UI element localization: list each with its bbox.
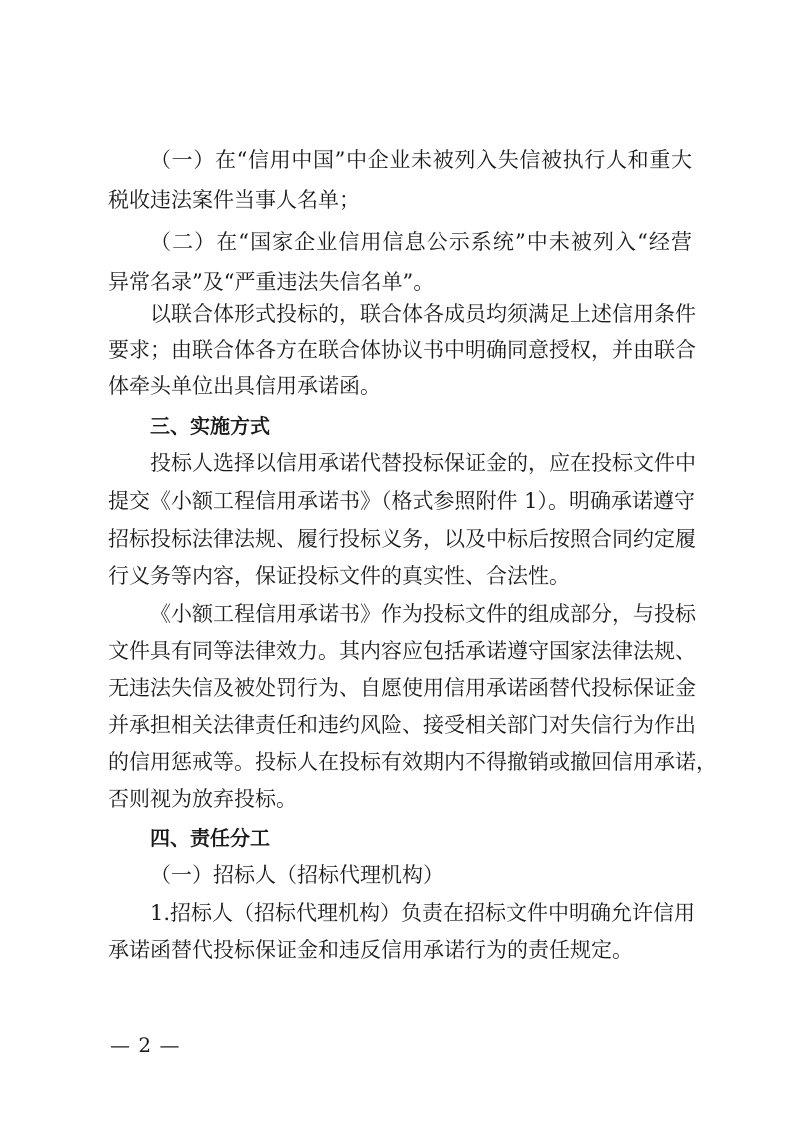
paragraph-line: 文件具有同等法律效力。其内容应包括承诺遵守国家法律法规、 — [108, 639, 696, 663]
paragraph-line: 《小额工程信用承诺书》作为投标文件的组成部分，与投标 — [150, 602, 696, 626]
paragraph-line: （二）在“国家企业信用信息公示系统”中未被列入“经营 — [150, 230, 692, 254]
paragraph-line: 承诺函替代投标保证金和违反信用承诺行为的责任规定。 — [108, 938, 633, 962]
paragraph-line: 投标人选择以信用承诺代替投标保证金的，应在投标文件中 — [150, 451, 696, 475]
paragraph-line: 以联合体形式投标的，联合体各成员均须满足上述信用条件 — [150, 302, 696, 326]
paragraph-line: 并承担相关法律责任和违约风险、接受相关部门对失信行为作出 — [108, 713, 696, 737]
page-number: — 2 — — [110, 1033, 181, 1057]
paragraph-line: 招标投标法律法规、履行投标义务，以及中标后按照合同约定履 — [108, 527, 696, 551]
paragraph-line: 税收违法案件当事人名单； — [108, 188, 360, 212]
paragraph-line: （一）在“信用中国”中企业未被列入失信被执行人和重大 — [150, 148, 692, 172]
paragraph-line: 的信用惩戒等。投标人在投标有效期内不得撤销或撤回信用承诺， — [108, 750, 717, 774]
subsection-heading: （一）招标人（招标代理机构） — [150, 863, 444, 887]
paragraph-line: 体牵头单位出具信用承诺函。 — [108, 374, 381, 398]
section-heading: 三、实施方式 — [150, 414, 270, 438]
paragraph-line: 提交《小额工程信用承诺书》（格式参照附件 1）。明确承诺遵守 — [108, 489, 696, 513]
paragraph-line: 1.招标人（招标代理机构）负责在招标文件中明确允许信用 — [150, 901, 696, 925]
paragraph-line: 行义务等内容，保证投标文件的真实性、合法性。 — [108, 564, 570, 588]
paragraph-line: 无违法失信及被处罚行为、自愿使用信用承诺函替代投标保证金 — [108, 676, 696, 700]
paragraph-line: 要求；由联合体各方在联合体协议书中明确同意授权，并由联合 — [108, 338, 696, 362]
paragraph-line: 否则视为放弃投标。 — [108, 787, 297, 811]
paragraph-line: 异常名录”及“严重违法失信名单”。 — [108, 270, 435, 294]
section-heading: 四、责任分工 — [150, 826, 270, 850]
